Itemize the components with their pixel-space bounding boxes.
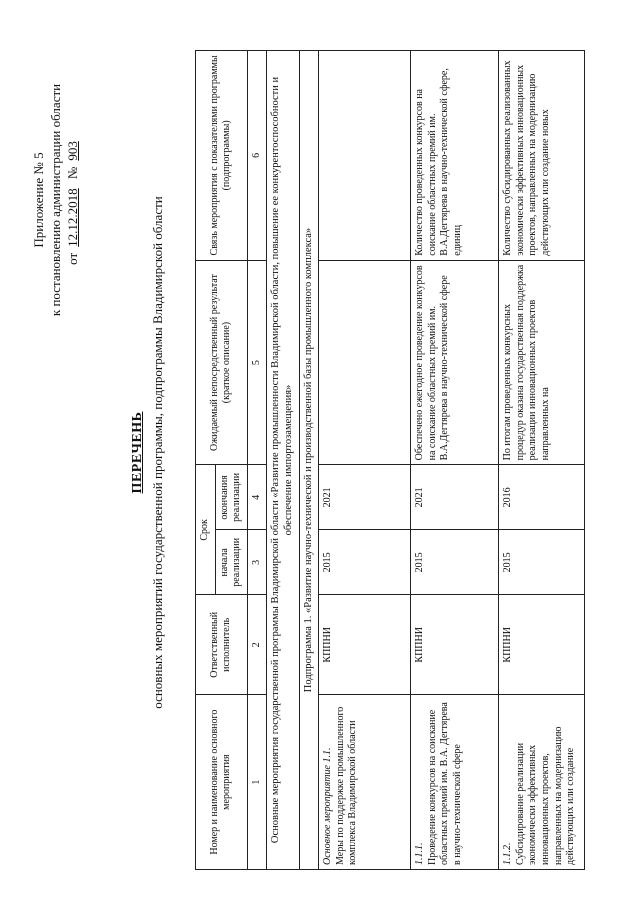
- measure-start: 2015: [411, 530, 499, 595]
- table-row: [499, 51, 585, 870]
- measure-cell: [319, 695, 411, 870]
- measure-link: Количество субсидированных реализованных экономически эффективных инновационных проектов, направленных на модернизацию действующих или создание новых: [499, 51, 585, 261]
- table-row: [411, 51, 499, 870]
- measures-table: [195, 50, 585, 870]
- measure-executor: КППНИ: [499, 595, 585, 695]
- measure-cell: [411, 695, 499, 870]
- measure-end: 2021: [411, 465, 499, 530]
- column-number: 4: [247, 465, 267, 530]
- header-start: начала реализации: [215, 530, 247, 595]
- column-number: 5: [247, 260, 267, 465]
- program-section-title: Основные мероприятия государственной программы Владимирской области «Развитие промышленности Владимирской области, повышение ее конкурентоспособности и обеспечение импортозамещения»: [267, 51, 299, 870]
- header-row: [196, 51, 216, 870]
- measure-start: 2015: [499, 530, 585, 595]
- header-end: окончания реализации: [215, 465, 247, 530]
- measure-cell: [499, 695, 585, 870]
- date-prefix: от: [65, 252, 80, 265]
- header-name: Номер и наименование основного мероприятия: [196, 695, 248, 870]
- header-link: Связь мероприятия с показателями программы (подпрограммы): [196, 51, 248, 261]
- measure-id: 1.1.2.: [502, 842, 514, 865]
- decree-date: 12.12.2018: [65, 188, 80, 247]
- column-number: 3: [247, 530, 267, 595]
- document-title: ПЕРЕЧЕНЬ: [130, 411, 145, 494]
- measure-link: Количество проведенных конкурсов на соискание областных премий им. В.А.Дегтярева в научно-технической сфере, единиц: [411, 51, 499, 261]
- appendix-basis: к постановлению администрации области: [48, 83, 63, 317]
- measure-result: [319, 260, 411, 465]
- decree-date-line: [64, 35, 81, 365]
- appendix-header: [30, 35, 81, 365]
- measure-id: 1.1.1.: [414, 842, 426, 865]
- decree-number: 903: [65, 141, 80, 161]
- subprogram-row: [299, 51, 319, 870]
- measure-end: 2021: [319, 465, 411, 530]
- measure-name: Проведение конкурсов на соискание областных премий им. В.А. Дегтярева в научно-технической сфере: [426, 702, 463, 865]
- measure-name: Субсидирование реализации экономически эффективных инновационных проектов, направленных на модернизацию действующих или создание: [514, 726, 577, 865]
- column-numbers-row: [247, 51, 267, 870]
- header-term: Срок: [196, 465, 216, 595]
- measure-result: По итогам проведенных конкурсных процедур оказана государственная поддержка реализации инновационных проектов направленных на: [499, 260, 585, 465]
- measure-executor: КППНИ: [411, 595, 499, 695]
- subprogram-title: Подпрограмма 1. «Развитие научно-технической и производственной базы промышленного комплекса»: [299, 51, 319, 870]
- measure-start: 2015: [319, 530, 411, 595]
- measure-id: Основное мероприятие 1.1.: [322, 747, 334, 865]
- appendix-number: Приложение № 5: [31, 152, 46, 248]
- column-number: 1: [247, 695, 267, 870]
- measure-name: Меры по поддержке промышленного комплекса Владимирской области: [334, 706, 359, 865]
- number-prefix: №: [65, 166, 80, 180]
- measure-end: 2016: [499, 465, 585, 530]
- program-section-row: [267, 51, 299, 870]
- header-executor: Ответственный исполнитель: [196, 595, 248, 695]
- column-number: 6: [247, 51, 267, 261]
- document-subtitle: основных мероприятий государственной программы, подпрограммы Владимирской области: [150, 196, 165, 709]
- header-result: Ожидаемый непосредственный результат (краткое описание): [196, 260, 248, 465]
- measure-result: Обеспечено ежегодное проведение конкурсов на соискание областных премий им. В.А.Дегтярева в научно-технической сфере: [411, 260, 499, 465]
- table-row: [319, 51, 411, 870]
- measure-executor: КППНИ: [319, 595, 411, 695]
- title-block: [130, 15, 166, 890]
- measure-link: [319, 51, 411, 261]
- column-number: 2: [247, 595, 267, 695]
